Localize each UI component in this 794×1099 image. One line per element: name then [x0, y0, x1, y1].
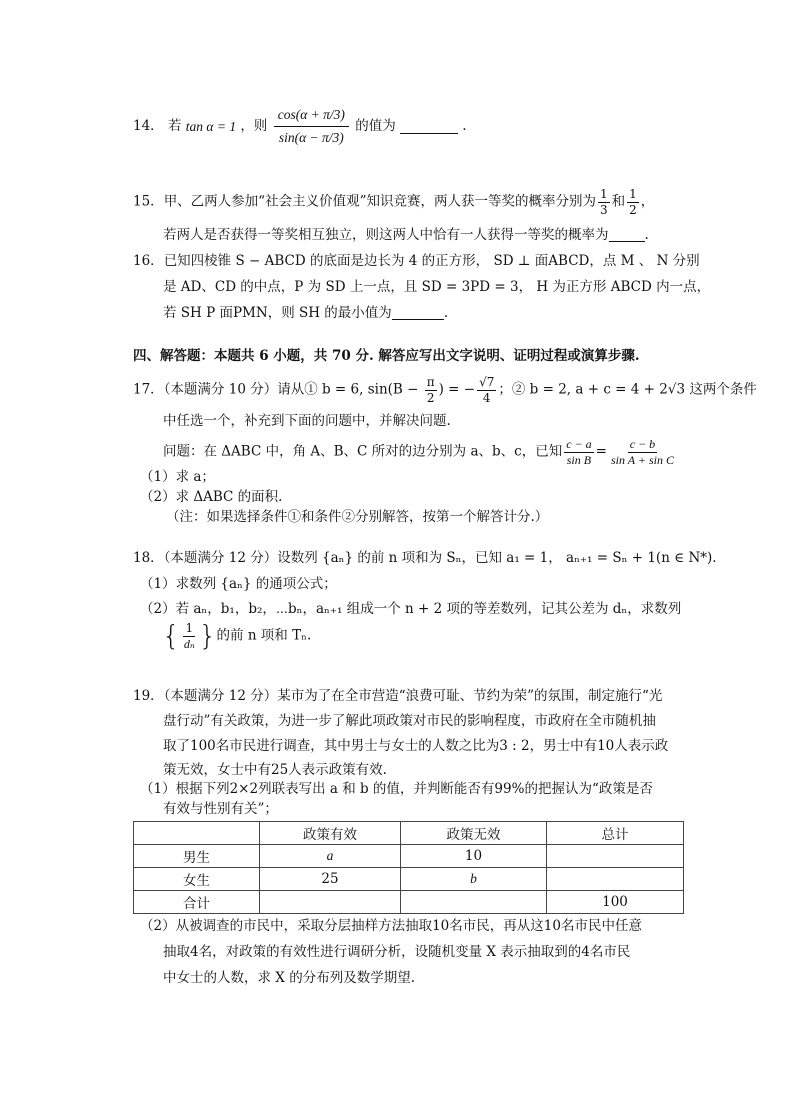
- q16-line3: [163, 305, 448, 322]
- q16-answer-blank: [392, 305, 444, 320]
- q19-part1a: [140, 781, 653, 798]
- q14-answer-blank: [400, 119, 458, 134]
- table-cell: a: [260, 845, 401, 868]
- q19-text2: 盘行动”有关政策，为进一步了解此项政策对市民的影响程度，市政府在全市随机抽: [163, 713, 656, 729]
- q15-fraction-1: [598, 188, 610, 216]
- q17-pi2-den: 2: [426, 390, 435, 405]
- q16-text3: 若 SH P 面PMN，则 SH 的最小值为: [163, 305, 392, 321]
- q17-s7-num: √7: [479, 375, 495, 389]
- q19-number: 19．: [133, 688, 164, 704]
- table-cell: 100: [547, 891, 684, 914]
- q15-frac1-num: 1: [600, 187, 608, 201]
- q18-line1: [133, 550, 717, 567]
- q15-frac1-den: 3: [600, 202, 608, 217]
- q17-part1-text: （1）求 a；: [140, 469, 215, 485]
- q18-part2-end: 的前 n 项和 Tₙ.: [216, 627, 312, 644]
- section-4-text: 四、解答题：本题共 6 小题，共 70 分. 解答应写出文字说明、证明过程或演算步骤.: [133, 348, 640, 364]
- q17-fraction-b: [609, 438, 676, 466]
- q19-part2a-text: （2）从被调查的市民中，采取分层抽样方法抽取10名市民，再从这10名市民中任意: [140, 918, 642, 934]
- q14-ask: 的值为: [355, 117, 396, 134]
- left-brace-icon: {: [162, 619, 180, 653]
- table-cell: [260, 891, 401, 914]
- table-header-row: [134, 822, 684, 845]
- q18-number: 18．: [133, 550, 164, 566]
- q18-part1-text: （1）求数列 {aₙ} 的通项公式；: [140, 576, 337, 592]
- q17-fb-den: sin A + sin C: [610, 452, 674, 467]
- q14-numerator: cos(α + π/3): [274, 108, 349, 127]
- table-header-cell: [134, 822, 260, 845]
- q15-number: 15．: [133, 193, 164, 210]
- q17-line3: [163, 438, 678, 466]
- q17-fa-den: sin B: [566, 452, 592, 467]
- q19-part2b: [163, 944, 630, 961]
- q14-line: [133, 108, 467, 145]
- q18-part2-cont: [162, 619, 312, 653]
- q16-line1: [133, 253, 700, 270]
- table-cell: b: [401, 868, 547, 891]
- q17-text1a: （本题满分 10 分）请从① b = 6, sin(B −: [163, 381, 423, 398]
- table-cell: 男生: [134, 845, 260, 868]
- q17-fa-num: c − a: [566, 437, 592, 451]
- q14-fraction: [274, 108, 349, 145]
- q17-text2: 中任选一个，补充到下面的问题中，并解决问题.: [163, 413, 451, 429]
- q19-part2c: [163, 970, 415, 987]
- q16-period: .: [443, 305, 449, 321]
- q19-part1b: [163, 801, 278, 818]
- q18-reciprocal-d: [182, 622, 197, 650]
- q19-part1b-text: 有效与性别有关”；: [163, 801, 278, 817]
- q17-part1: [140, 469, 215, 486]
- q17-number: 17．: [133, 381, 164, 398]
- q19-text3: 取了100名市民进行调查，其中男士与女士的人数之比为3 : 2，男士中有10人表示政: [163, 738, 669, 754]
- q18-text1: （本题满分 12 分）设数列 {aₙ} 的前 n 项和为 Sₙ，已知 a₁ = 1， aₙ₊₁ = Sₙ + 1(n ∈ N*).: [163, 550, 717, 566]
- q15-text1: 甲、乙两人参加“社会主义价值观”知识竞赛，两人获一等奖的概率分别为: [163, 193, 596, 210]
- q17-part2: [140, 489, 282, 506]
- q14-condition: tan α = 1: [185, 118, 237, 134]
- q15-period: .: [644, 227, 649, 243]
- q16-text1: 已知四棱锥 S − ABCD 的底面是边长为 4 的正方形， SD ⊥ 面ABCD，点 M 、 N 分别: [163, 253, 700, 269]
- q17-part2-text: （2）求 ΔABC 的面积.: [140, 489, 283, 505]
- table-row: [134, 868, 684, 891]
- q17-text1c: ；② b = 2, a + c = 4 + 2√3 这两个条件: [498, 381, 757, 398]
- q15-frac2-num: 1: [629, 187, 637, 201]
- q17-line2: [163, 413, 451, 430]
- q19-part2c-text: 中女士的人数，求 X 的分布列及数学期望.: [163, 970, 415, 986]
- contingency-table: [133, 821, 684, 914]
- q17-text3: 问题：在 ΔABC 中，角 A、B、C 所对的边分别为 a、b、c，已知: [163, 443, 563, 460]
- q14-prefix: 若: [167, 117, 182, 134]
- q16-line2: [163, 279, 710, 296]
- table-header-cell: 政策无效: [401, 822, 547, 845]
- q14-then: ，则: [240, 117, 268, 134]
- q14-number: 14．: [133, 117, 164, 134]
- q15-answer-blank: [609, 227, 645, 242]
- right-brace-icon: }: [198, 619, 217, 653]
- table-header-cell: 政策有效: [260, 822, 401, 845]
- q18-part2: [140, 601, 681, 618]
- q18-frac-num: 1: [185, 621, 194, 635]
- q17-fb-num: c − b: [629, 437, 656, 451]
- q16-number: 16．: [133, 253, 164, 269]
- section-4-heading: [133, 348, 640, 365]
- q18-part1: [140, 576, 337, 593]
- table-row: [134, 845, 684, 868]
- q15-line1: [133, 188, 654, 216]
- q17-pi2-num: π: [426, 375, 435, 389]
- table-cell: [547, 845, 684, 868]
- q19-text4: 策无效，女士中有25人表示政策有效.: [163, 762, 387, 778]
- q17-pi-over-2: [425, 376, 437, 404]
- table-row: [134, 891, 684, 914]
- q17-note-text: （注：如果选择条件①和条件②分别解答，按第一个解答计分.）: [166, 509, 549, 525]
- q16-text2: 是 AD、CD 的中点，P 为 SD 上一点，且 SD = 3PD = 3， H 为正方形 ABCD 内一点，: [163, 279, 711, 295]
- q15-text2: 若两人是否获得一等奖相互独立，则这两人中恰有一人获得一等奖的概率为: [163, 227, 609, 243]
- q17-line1: [133, 376, 757, 404]
- q17-sqrt7-over-4: [477, 376, 496, 404]
- table-cell: [401, 891, 547, 914]
- q15-line2: [163, 227, 649, 244]
- q19-text1: （本题满分 12 分）某市为了在全市营造“浪费可耻、节约为荣”的氛围，制定施行“光: [163, 688, 663, 704]
- table-cell: 10: [401, 845, 547, 868]
- q19-part2b-text: 抽取4名，对政策的有效性进行调研分析，设随机变量 X 表示抽取到的4名市民: [163, 944, 631, 960]
- q17-note: [166, 509, 548, 526]
- q19-part1a-text: （1）根据下列2×2列联表写出 a 和 b 的值，并判断能否有99%的把握认为“政策是否: [140, 781, 653, 797]
- q19-line2: [163, 713, 656, 730]
- q19-part2a: [140, 918, 642, 935]
- q17-text1b: ) = −: [438, 381, 476, 398]
- q17-equals: =: [595, 443, 607, 460]
- table-cell: 25: [260, 868, 401, 891]
- q18-part2-text: （2）若 aₙ，b₁，b₂，⋯bₙ，aₙ₊₁ 组成一个 n + 2 项的等差数列，记其公差为 dₙ，求数列: [140, 601, 682, 617]
- q15-comma: ，: [640, 193, 655, 210]
- q17-fraction-a: [564, 438, 593, 466]
- q19-line4: [163, 762, 387, 779]
- table-cell: 合计: [134, 891, 260, 914]
- q19-line1: [133, 688, 662, 705]
- q14-denominator: sin(α − π/3): [278, 130, 344, 146]
- table-cell: 女生: [134, 868, 260, 891]
- table-header-cell: 总计: [547, 822, 684, 845]
- q15-frac2-den: 2: [629, 202, 637, 217]
- table-cell: [547, 868, 684, 891]
- q14-period: .: [462, 117, 467, 134]
- q17-s7-den: 4: [482, 390, 491, 405]
- q18-frac-den: dₙ: [183, 636, 195, 651]
- q15-and: 和: [611, 193, 626, 210]
- q15-fraction-2: [627, 188, 639, 216]
- q19-line3: [163, 738, 668, 755]
